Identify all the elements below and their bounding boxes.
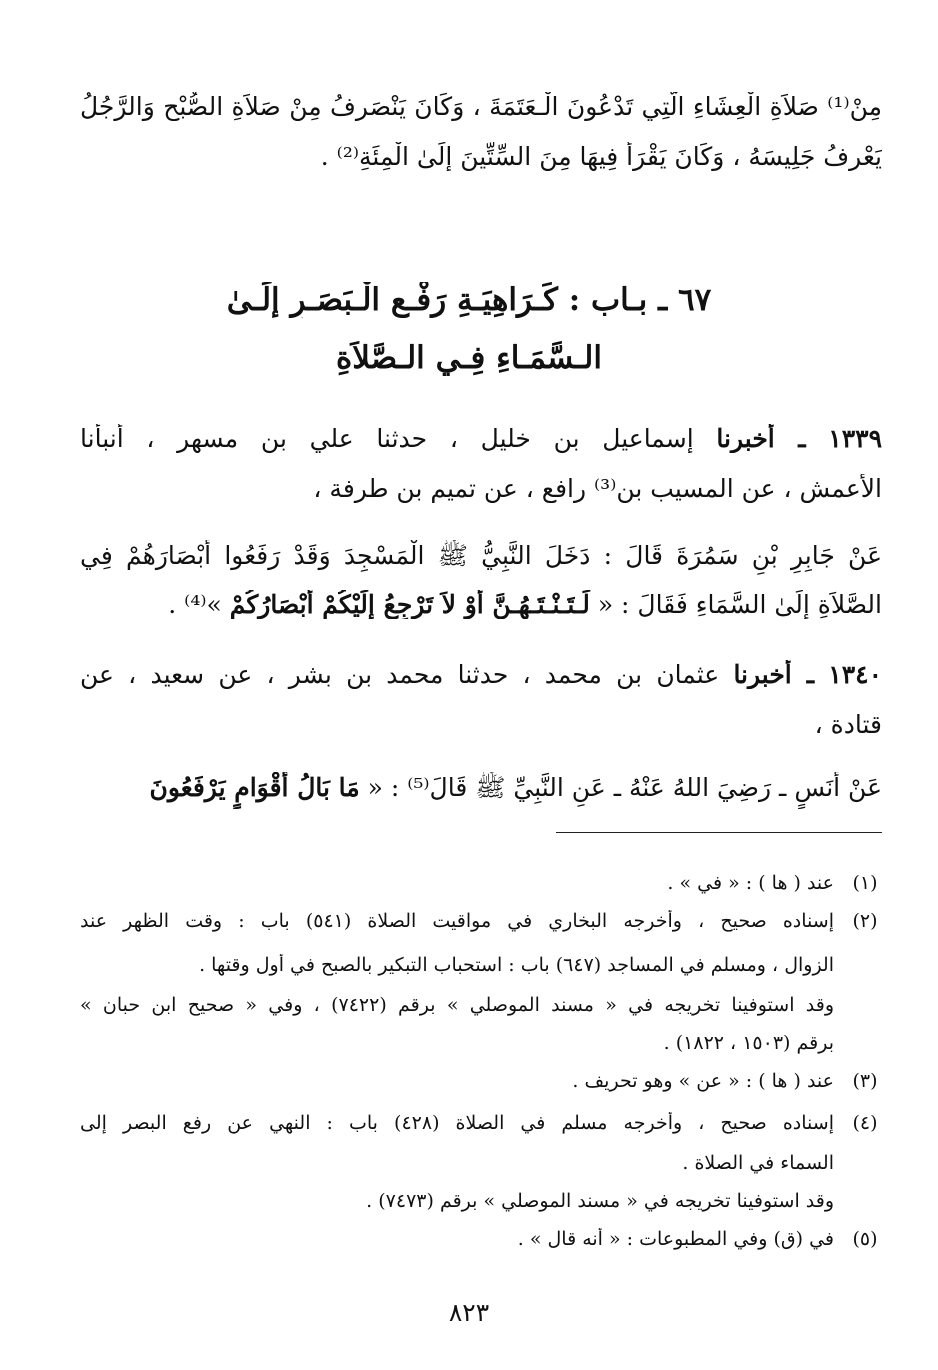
- top-text-line-2: يَعْرِفُ جَلِيسَهُ ، وَكَانَ يَقْرَأُ فِيهَا مِنَ السِّتِّينَ إِلَىٰ الْمِئَةِ⁽²⁾ .: [320, 142, 882, 171]
- footnote-text: عند ( ها ) : « عن » وهو تحريف .: [572, 1070, 834, 1092]
- footnote-text: وقد استوفينا تخريجه في « مسند الموصلي » برقم (٧٤٧٣) .: [366, 1190, 834, 1212]
- footnote-number: (٢): [852, 910, 878, 932]
- footnote-number: (٤): [852, 1112, 878, 1134]
- hadith-1340-matn-line-1: [80, 772, 882, 809]
- hadith-number: ١٣٤٠: [828, 660, 882, 689]
- isnad-text: إسماعيل بن خليل ، حدثنا علي بن مسهر ، أنبأنا: [80, 424, 694, 453]
- footnote-text: وقد استوفينا تخريجه في « مسند الموصلي » برقم (٧٤٢٢) ، وفي « صحيح ابن حبان »: [80, 994, 834, 1016]
- footnote-2-line-2: [80, 954, 882, 982]
- footnote-3: [80, 1070, 882, 1098]
- footnote-1: [80, 872, 882, 900]
- chapter-heading-line-2: الـسَّمَـاءِ فِـي الـصَّلاَةِ: [336, 340, 602, 376]
- page-number: ٨٢٣: [448, 1298, 490, 1327]
- hadith-1339-matn-line-1: عَنْ جَابِرِ بْنِ سَمُرَةَ قَالَ : دَخَلَ النَّبِيُّ ﷺ الْمَسْجِدَ وَقَدْ رَفَعُوا أَبْصَارَهُمْ فِي: [80, 541, 882, 570]
- matn-end: »⁽⁴⁾ .: [168, 590, 222, 619]
- hadith-1340-isnad-line-1: [80, 660, 882, 689]
- footnote-text: إسناده صحيح ، وأخرجه البخاري في مواقيت الصلاة (٥٤١) باب : وقت الظهر عند: [80, 910, 834, 932]
- footnote-4-line-2: [80, 1152, 882, 1180]
- hadith-label: ـ أخبرنا: [733, 660, 815, 689]
- footnote-text: السماء في الصلاة .: [682, 1152, 834, 1174]
- isnad-text: عثمان بن محمد ، حدثنا محمد بن بشر ، عن سعيد ، عن: [80, 660, 720, 689]
- footnote-text: الزوال ، ومسلم في المساجد (٦٤٧) باب : استحباب التبكير بالصبح في أول وقتها .: [199, 954, 834, 976]
- hadith-1339-isnad-line-1: [80, 424, 882, 453]
- chapter-heading-line-1: ٦٧ ـ بـاب : كَـرَاهِيَـةِ رَفْـعِ الْـبَصَـرِ إِلَـىٰ: [226, 282, 712, 318]
- footnote-2-line-1: [80, 910, 882, 938]
- footnote-text: عند ( ها ) : « في » .: [667, 872, 834, 894]
- top-text-line-1: مِنْ⁽¹⁾ صَلاَةِ الْعِشَاءِ الَّتِي تَدْعُونَ الْـعَتَمَةَ ، وَكَانَ يَنْصَرِفُ مِنْ صَلاَةِ الصُّبْحِ وَالرَّجُلُ: [80, 92, 882, 121]
- footnote-2-line-4: [80, 1032, 882, 1060]
- hadith-label: ـ أخبرنا: [716, 424, 806, 453]
- hadith-1339-isnad-line-2: الأعمش ، عن المسيب بن⁽³⁾ رافع ، عن تميم بن طرفة ،: [313, 474, 882, 503]
- matn-prophetic-words: مَا بَالُ أَقْوَامٍ يَرْفَعُونَ: [149, 773, 360, 802]
- footnote-number: (٣): [852, 1070, 878, 1092]
- footnote-divider: [556, 832, 882, 833]
- footnote-number: (٥): [852, 1228, 878, 1250]
- hadith-1340-isnad-line-2: قتادة ،: [814, 710, 882, 739]
- hadith-1339-matn-line-2: [80, 590, 882, 619]
- footnote-5: [80, 1228, 882, 1256]
- footnote-4-line-3: [80, 1190, 882, 1218]
- footnote-text: إسناده صحيح ، وأخرجه مسلم في الصلاة (٤٢٨) باب : النهي عن رفع البصر إلى: [80, 1112, 834, 1134]
- matn-prophetic-words: لَـتَـنْـتَـهُـنَّ أَوْ لاَ تَرْجِعُ إِلَيْكُمْ أَبْصَارُكُمْ: [229, 590, 590, 619]
- footnote-2-line-3: [80, 994, 882, 1022]
- footnote-text: في (ق) وفي المطبوعات : « أنه قال » .: [517, 1228, 834, 1250]
- footnote-4-line-1: [80, 1112, 882, 1140]
- matn-plain: الصَّلاَةِ إِلَىٰ السَّمَاءِ فَقَالَ : «: [597, 590, 882, 619]
- hadith-number: ١٣٣٩: [828, 424, 882, 453]
- footnote-number: (١): [852, 872, 878, 894]
- matn-plain: عَنْ أَنَسٍ ـ رَضِيَ اللهُ عَنْهُ ـ عَنِ النَّبِيِّ ﷺ قَالَ⁽⁵⁾ : «: [367, 773, 882, 802]
- footnote-text: برقم (١٥٠٣ ، ١٨٢٢) .: [663, 1032, 834, 1054]
